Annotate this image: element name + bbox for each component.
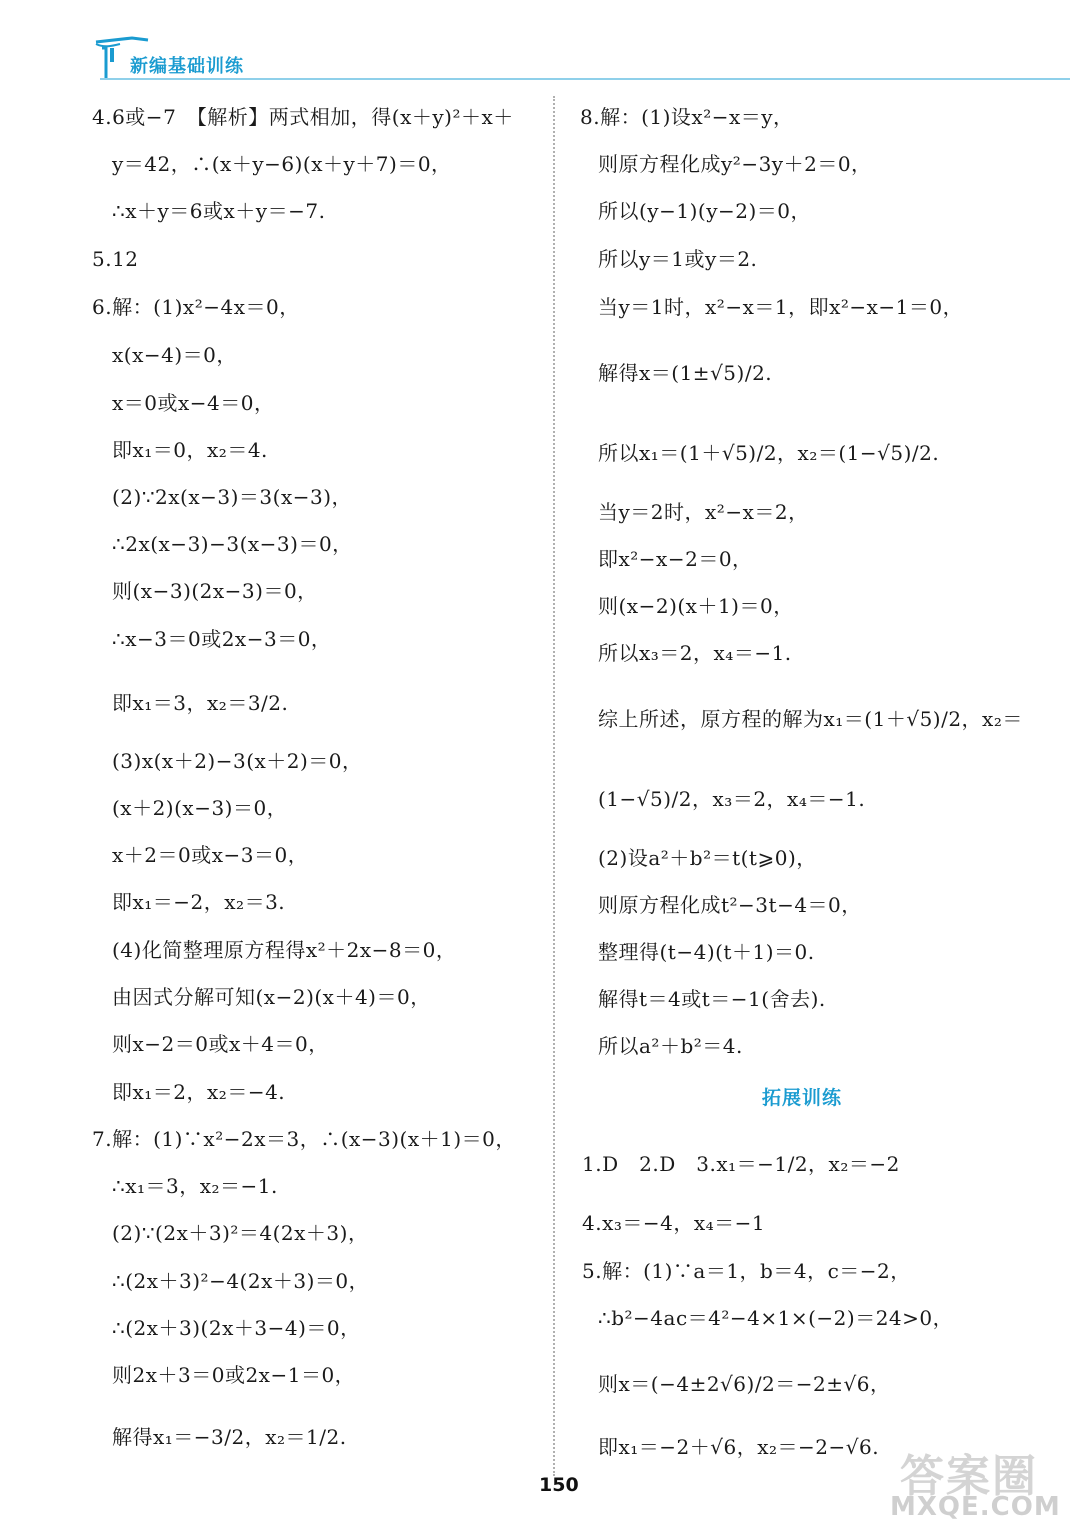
answer-line: 5.解：(1)∵a＝1，b＝4，c＝−2， xyxy=(582,1259,911,1283)
answer-line: (x＋2)(x−3)＝0， xyxy=(112,796,288,820)
answer-line: 所以x₃＝2，x₄＝−1. xyxy=(598,641,792,665)
answer-line: y＝42，∴(x＋y−6)(x＋y＋7)＝0， xyxy=(112,152,452,176)
answer-line: 所以(y−1)(y−2)＝0， xyxy=(598,199,811,223)
answer-line: 当y＝1时，x²−x＝1，即x²−x−1＝0， xyxy=(598,295,964,319)
answer-line: 则原方程化成y²−3y＋2＝0， xyxy=(598,152,872,176)
answer-line: (2)∵(2x＋3)²＝4(2x＋3)， xyxy=(112,1221,369,1245)
answer-line: 6.解：(1)x²−4x＝0， xyxy=(92,295,300,319)
watermark-url: MXQE.COM xyxy=(890,1492,1061,1522)
answer-line: 8.解：(1)设x²−x＝y， xyxy=(580,105,794,129)
answer-line: 即x₁＝2，x₂＝−4. xyxy=(112,1080,286,1104)
answer-line: 当y＝2时，x²−x＝2， xyxy=(598,500,809,524)
watermark-text: 答案圈 xyxy=(900,1451,1038,1502)
answer-line: ∴(2x＋3)(2x＋3−4)＝0， xyxy=(112,1316,361,1340)
answer-line: (4)化简整理原方程得x²＋2x−8＝0， xyxy=(112,938,457,962)
header-rule xyxy=(100,78,1070,80)
answer-line: ∴x₁＝3，x₂＝−1. xyxy=(112,1174,278,1198)
answer-line: (3)x(x＋2)−3(x＋2)＝0， xyxy=(112,749,363,773)
answer-line: 解得t＝4或t＝−1(舍去). xyxy=(598,987,826,1011)
answer-line: 即x₁＝−2＋√6，x₂＝−2−√6. xyxy=(598,1435,880,1459)
answer-line: 则(x−2)(x＋1)＝0， xyxy=(598,594,794,618)
column-divider xyxy=(553,96,555,1476)
answer-line: ∴b²−4ac＝4²−4×1×(−2)＝24>0， xyxy=(598,1306,954,1330)
page-header xyxy=(0,0,1074,90)
answer-line: 所以x₁＝(1＋√5)/2，x₂＝(1−√5)/2. xyxy=(598,441,940,465)
answer-line: ∴(2x＋3)²−4(2x＋3)＝0， xyxy=(112,1269,370,1293)
answer-line: (2)设a²＋b²＝t(t⩾0)， xyxy=(598,846,817,870)
answer-line: 5.12 xyxy=(92,247,139,271)
answer-line: x(x−4)＝0， xyxy=(112,343,237,367)
answer-line: 7.解：(1)∵x²−2x＝3，∴(x−3)(x＋1)＝0， xyxy=(92,1127,516,1151)
answer-line: 即x₁＝0，x₂＝4. xyxy=(112,438,268,462)
answer-line: 解得x₁＝−3/2，x₂＝1/2. xyxy=(112,1425,347,1449)
answer-line: (2)∵2x(x−3)＝3(x−3)， xyxy=(112,485,353,509)
answer-line: ∴x−3＝0或2x−3＝0， xyxy=(112,627,332,651)
watermark-logo xyxy=(890,1440,1060,1530)
answer-line: 解得x＝(1±√5)/2. xyxy=(598,361,773,385)
answer-line: 4.6或−7 【解析】两式相加，得(x＋y)²＋x＋ xyxy=(92,105,514,129)
answer-line: 则(x−3)(2x−3)＝0， xyxy=(112,579,318,603)
answer-line: 1.D 2.D 3.x₁＝−1/2，x₂＝−2 xyxy=(582,1152,900,1176)
answer-line: 整理得(t−4)(t＋1)＝0. xyxy=(598,940,815,964)
answer-line: 4.x₃＝−4，x₄＝−1 xyxy=(582,1211,766,1235)
header-title: 新编基础训练 xyxy=(130,56,244,77)
answer-line: ∴x＋y＝6或x＋y＝−7. xyxy=(112,199,326,223)
answer-line: x＝0或x−4＝0， xyxy=(112,391,275,415)
answer-line: 综上所述，原方程的解为x₁＝(1＋√5)/2，x₂＝ xyxy=(598,707,1023,731)
answer-line: x＋2＝0或x−3＝0， xyxy=(112,843,309,867)
answer-line: 即x₁＝3，x₂＝3/2. xyxy=(112,691,289,715)
answer-line: 所以y＝1或y＝2. xyxy=(598,247,758,271)
answer-line: (1−√5)/2，x₃＝2，x₄＝−1. xyxy=(598,787,866,811)
page-number: 150 xyxy=(539,1474,579,1496)
answer-line: 由因式分解可知(x−2)(x＋4)＝0， xyxy=(112,985,431,1009)
answer-line: 则x＝(−4±2√6)/2＝−2±√6， xyxy=(598,1372,891,1396)
answer-line: 则原方程化成t²−3t−4＝0， xyxy=(598,893,862,917)
answer-line: ∴2x(x−3)−3(x−3)＝0， xyxy=(112,532,353,556)
answer-line: 所以a²＋b²＝4. xyxy=(598,1034,743,1058)
answer-line: 则x−2＝0或x＋4＝0， xyxy=(112,1032,329,1056)
section-title: 拓展训练 xyxy=(762,1087,843,1109)
answer-line: 即x²−x−2＝0， xyxy=(598,547,753,571)
answer-line: 即x₁＝−2，x₂＝3. xyxy=(112,890,286,914)
answer-line: 则2x＋3＝0或2x−1＝0， xyxy=(112,1363,356,1387)
